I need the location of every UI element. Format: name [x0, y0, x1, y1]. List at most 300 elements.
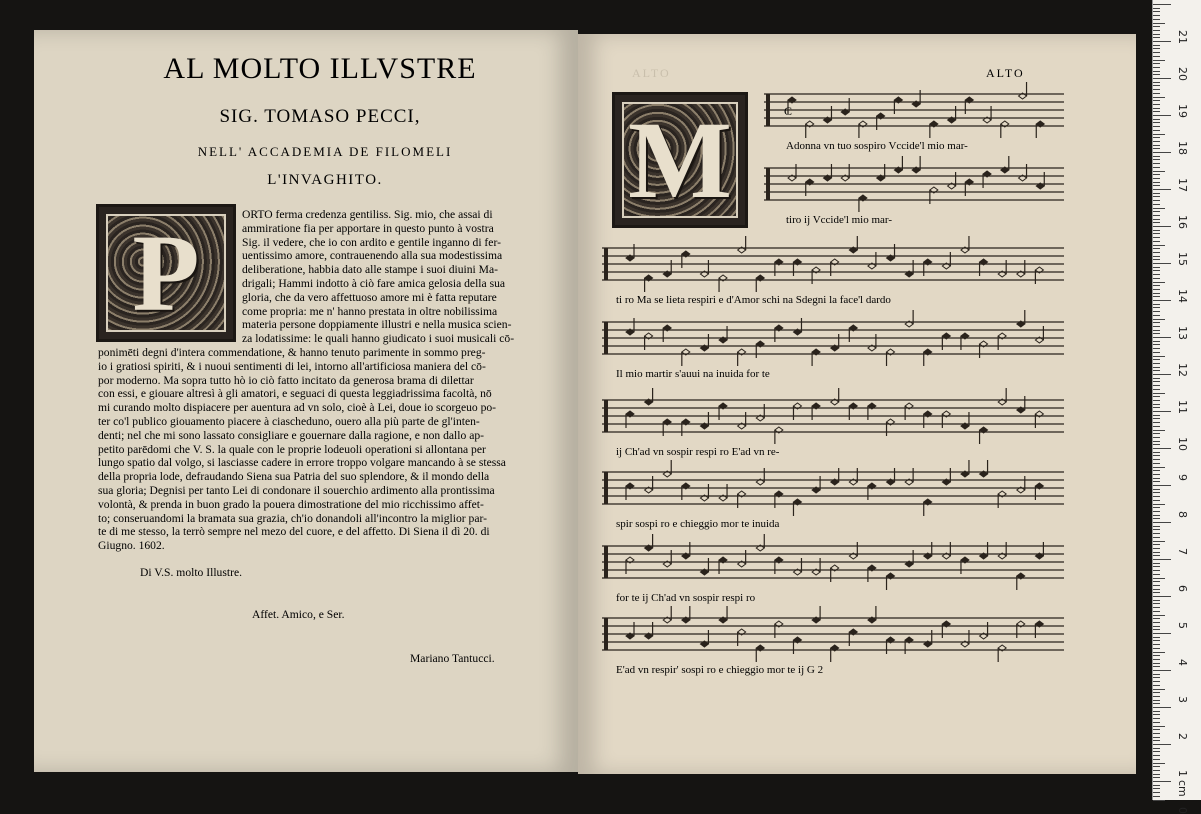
- body-line: Giugno. 1602.: [98, 539, 165, 553]
- ruler-tick: [1153, 304, 1160, 305]
- ruler-tick: [1153, 489, 1160, 490]
- ruler-tick: [1153, 289, 1160, 290]
- body-line: ammiratione fia per apportare in questo punto à vostra: [242, 221, 494, 235]
- ruler-number: 21: [1176, 30, 1189, 44]
- ruler-number: 11: [1176, 400, 1189, 414]
- ruler-tick: [1153, 563, 1160, 564]
- ruler-tick: [1153, 233, 1160, 234]
- body-line: materia persone doppiamente illustri e nella musica scien-: [242, 318, 512, 332]
- ruler-tick: [1153, 404, 1160, 405]
- ruler-number: 16: [1176, 215, 1189, 229]
- ruler-tick: [1153, 60, 1165, 61]
- ruler-tick: [1153, 100, 1160, 101]
- ruler-tick: [1153, 722, 1160, 723]
- body-line: petito parēdomi che V. S. la quale con le proprie lodeuoli operationi si allontana per: [98, 442, 486, 456]
- ruler-tick: [1153, 193, 1160, 194]
- ruler-tick: [1153, 718, 1160, 719]
- ruler-tick: [1153, 97, 1165, 98]
- ruler-tick: [1153, 426, 1160, 427]
- ruler-tick: [1153, 393, 1165, 394]
- ruler-tick: [1153, 296, 1160, 297]
- ruler-tick: [1153, 67, 1160, 68]
- music-staff: [602, 542, 1064, 588]
- ruler-tick: [1153, 300, 1171, 301]
- ruler-tick: [1153, 689, 1165, 690]
- ruler-tick: [1153, 733, 1160, 734]
- ruler-tick: [1153, 23, 1165, 24]
- ruler-tick: [1153, 137, 1160, 138]
- ruler-tick: [1153, 674, 1160, 675]
- ruler-tick: [1153, 763, 1165, 764]
- ruler-tick: [1153, 541, 1165, 542]
- ruler-tick: [1153, 356, 1165, 357]
- ruler-tick: [1153, 637, 1160, 638]
- ruler-tick: [1153, 537, 1160, 538]
- ruler-tick: [1153, 570, 1160, 571]
- ruler-tick: [1153, 148, 1160, 149]
- ruler-tick: [1153, 315, 1160, 316]
- ruler-tick: [1153, 156, 1160, 157]
- ruler-tick: [1153, 74, 1160, 75]
- academy-name: L'INVAGHITO.: [267, 172, 383, 188]
- ruler-tick: [1153, 700, 1160, 701]
- ruler-tick: [1153, 774, 1160, 775]
- ruler-tick: [1153, 37, 1160, 38]
- ruler-tick: [1153, 230, 1160, 231]
- ruler-tick: [1153, 522, 1171, 523]
- ruler-tick: [1153, 518, 1160, 519]
- ruler-tick: [1153, 134, 1165, 135]
- ruler-tick: [1153, 666, 1160, 667]
- music-staff: [602, 396, 1064, 442]
- ruler-tick: [1153, 441, 1160, 442]
- clef-mark: [604, 546, 608, 578]
- lyric-line: Adonna vn tuo sospiro Vccide'l mio mar-: [786, 140, 968, 152]
- ruler-tick: [1153, 145, 1160, 146]
- ruler-tick: [1153, 108, 1160, 109]
- ruler-tick: [1153, 559, 1171, 560]
- ruler-tick: [1153, 163, 1160, 164]
- lyric-line: Il mio martir s'auui na inuida for te: [616, 368, 770, 380]
- ruler-number: 10: [1176, 437, 1189, 451]
- ruler-tick: [1153, 626, 1160, 627]
- ruler-tick: [1153, 370, 1160, 371]
- ruler-number: 13: [1176, 326, 1189, 340]
- ruler-tick: [1153, 363, 1160, 364]
- ruler-number: 17: [1176, 178, 1189, 192]
- body-line: con essi, e giouare altresì à gli amatori, e seguaci di questa leggiadrissima facoltà, nō: [98, 387, 492, 401]
- music-staff: [602, 318, 1064, 364]
- ruler-tick: [1153, 337, 1171, 338]
- ruler-tick: [1153, 526, 1160, 527]
- ruler-tick: [1153, 800, 1165, 801]
- body-line: sua gloria; Degnisi per tanto Lei di condonare il souerchio ardimento alla prontissima: [98, 484, 495, 497]
- ruler-tick: [1153, 189, 1171, 190]
- ruler-number: 12: [1176, 363, 1189, 377]
- ruler-tick: [1153, 703, 1160, 704]
- ruler-tick: [1153, 574, 1160, 575]
- ruler-tick: [1153, 330, 1160, 331]
- ruler-tick: [1153, 751, 1160, 752]
- ruler-tick: [1153, 507, 1160, 508]
- ruler-tick: [1153, 433, 1160, 434]
- ruler-tick: [1153, 548, 1160, 549]
- ruler-tick: [1153, 178, 1160, 179]
- ruler-tick: [1153, 615, 1165, 616]
- body-line: por moderno. Ma sopra tutto hò io ciò fatto incitato da generosa brama di dilettar: [98, 373, 474, 387]
- ruler-tick: [1153, 692, 1160, 693]
- clef-mark: [766, 168, 770, 200]
- ruler-tick: [1153, 122, 1160, 123]
- ruler-tick: [1153, 640, 1160, 641]
- ruler-tick: [1153, 141, 1160, 142]
- body-line: to; conseruandomi la bramata sua grazia, ch'io donandoli all'incontro la miglior par-: [98, 511, 487, 525]
- decorated-initial-p: [96, 204, 236, 342]
- ruler-tick: [1153, 467, 1165, 468]
- ruler-tick: [1153, 781, 1171, 782]
- ruler-tick: [1153, 589, 1160, 590]
- ruler-number: 8: [1176, 511, 1189, 518]
- ruler-tick: [1153, 200, 1160, 201]
- ruler-tick: [1153, 644, 1160, 645]
- ruler-tick: [1153, 45, 1160, 46]
- ruler-tick: [1153, 348, 1160, 349]
- music-staff: [602, 244, 1064, 290]
- ruler-tick: [1153, 341, 1160, 342]
- ruler-tick: [1153, 415, 1160, 416]
- ruler-tick: [1153, 248, 1160, 249]
- body-line: denti; nel che mi sono lassato consigliare e gouernare dalla ragione, e non dallo ap-: [98, 428, 485, 442]
- ruler-tick: [1153, 766, 1160, 767]
- ruler-tick: [1153, 422, 1160, 423]
- ruler-tick: [1153, 326, 1160, 327]
- ruler-tick: [1153, 222, 1160, 223]
- ruler-number: 18: [1176, 141, 1189, 155]
- lyric-line: ij Ch'ad vn sospir respi ro E'ad vn re-: [616, 446, 780, 458]
- ruler-tick: [1153, 8, 1160, 9]
- ruler-tick: [1153, 652, 1165, 653]
- ruler-tick: [1153, 529, 1160, 530]
- ruler-tick: [1153, 603, 1160, 604]
- ruler-number: 6: [1176, 585, 1189, 592]
- ruler-tick: [1153, 607, 1160, 608]
- ruler-tick: [1153, 566, 1160, 567]
- ruler-tick: [1153, 552, 1160, 553]
- ruler-number: 9: [1176, 474, 1189, 481]
- lyric-line: E'ad vn respir' sospi ro e chieggio mor te ij G 2: [616, 664, 824, 676]
- music-staff: [764, 90, 1064, 136]
- dedication-title: AL MOLTO ILLVSTRE: [163, 52, 477, 85]
- ruler-tick: [1153, 629, 1160, 630]
- ruler-tick: [1153, 245, 1165, 246]
- ruler-tick: [1153, 648, 1160, 649]
- ruler-tick: [1153, 285, 1160, 286]
- ruler-tick: [1153, 256, 1160, 257]
- ruler-tick: [1153, 544, 1160, 545]
- ruler-tick: [1153, 385, 1160, 386]
- body-line: gloria, che da vero affettuoso amore mi è fatta reputare: [242, 290, 497, 304]
- ruler-tick: [1153, 759, 1160, 760]
- initial-letter-m: M: [628, 99, 732, 221]
- ruler-number: 19: [1176, 104, 1189, 118]
- ruler-tick: [1153, 696, 1160, 697]
- music-staff: [764, 164, 1064, 210]
- ruler-tick: [1153, 748, 1160, 749]
- ruler-tick: [1153, 78, 1171, 79]
- ruler-tick: [1153, 444, 1160, 445]
- ruler-number: 14: [1176, 289, 1189, 303]
- ruler-unit: cm: [1176, 780, 1189, 797]
- ruler-tick: [1153, 52, 1160, 53]
- signature: Mariano Tantucci.: [410, 652, 495, 665]
- decorated-initial-m: [612, 92, 748, 228]
- ruler-tick: [1153, 85, 1160, 86]
- ruler-tick: [1153, 41, 1171, 42]
- ruler-tick: [1153, 208, 1165, 209]
- ruler-tick: [1153, 737, 1160, 738]
- ruler-number: 2: [1176, 733, 1189, 740]
- ruler-number: 15: [1176, 252, 1189, 266]
- ruler-tick: [1153, 389, 1160, 390]
- ruler-tick: [1153, 174, 1160, 175]
- ruler-tick: [1153, 226, 1171, 227]
- ruler-tick: [1153, 48, 1160, 49]
- ruler-tick: [1153, 89, 1160, 90]
- ruler-tick: [1153, 711, 1160, 712]
- ruler-tick: [1153, 596, 1171, 597]
- ruler-tick: [1153, 15, 1160, 16]
- ruler-tick: [1153, 481, 1160, 482]
- body-line: deliberatione, habbia dato alle stampe i suoi diuini Ma-: [242, 263, 498, 277]
- ruler-tick: [1153, 63, 1160, 64]
- ruler-tick: [1153, 378, 1160, 379]
- measuring-ruler: [1152, 0, 1201, 814]
- ruler-tick: [1153, 533, 1160, 534]
- ruler-tick: [1153, 755, 1160, 756]
- ruler-tick: [1153, 396, 1160, 397]
- ruler-tick: [1153, 400, 1160, 401]
- ruler-tick: [1153, 430, 1165, 431]
- ruler-tick: [1153, 515, 1160, 516]
- ruler-number: 20: [1176, 67, 1189, 81]
- ruler-tick: [1153, 455, 1160, 456]
- initial-letter: P: [132, 212, 200, 334]
- ruler-tick: [1153, 211, 1160, 212]
- body-line: della propria lode, defraudando Siena sua Patria del suo splendore, & il mondo della: [98, 470, 490, 484]
- closing-line: Affet. Amico, e Ser.: [252, 608, 345, 621]
- ruler-tick: [1153, 115, 1171, 116]
- ruler-tick: [1153, 511, 1160, 512]
- ruler-tick: [1153, 374, 1171, 375]
- ruler-tick: [1153, 282, 1165, 283]
- ruler-number: 0: [1176, 807, 1189, 814]
- ruler-tick: [1153, 56, 1160, 57]
- ruler-tick: [1153, 259, 1160, 260]
- ruler-tick: [1153, 411, 1171, 412]
- body-line: ponimēti degni d'intera commendatione, & hanno tenuto parimente in sommo preg-: [98, 346, 486, 359]
- ruler-tick: [1153, 729, 1160, 730]
- ruler-tick: [1153, 459, 1160, 460]
- ruler-tick: [1153, 496, 1160, 497]
- clef-mark: [766, 94, 770, 126]
- ruler-tick: [1153, 796, 1160, 797]
- ruler-tick: [1153, 196, 1160, 197]
- ruler-tick: [1153, 185, 1160, 186]
- ruler-tick: [1153, 126, 1160, 127]
- ruler-tick: [1153, 344, 1160, 345]
- body-line: uentissimo amore, contrauenendo alla sua modestissima: [242, 249, 503, 263]
- ruler-tick: [1153, 367, 1160, 368]
- ruler-tick: [1153, 407, 1160, 408]
- voice-part-label: ALTO: [986, 66, 1025, 80]
- ruler-tick: [1153, 274, 1160, 275]
- ruler-tick: [1153, 463, 1160, 464]
- ruler-tick: [1153, 322, 1160, 323]
- ruler-tick: [1153, 633, 1171, 634]
- ruler-tick: [1153, 171, 1165, 172]
- ruler-tick: [1153, 777, 1160, 778]
- clef-mark: [604, 400, 608, 432]
- body-line: drigali; Hammi indotto à ciò fare amica gelosia della sua: [242, 277, 506, 290]
- bleed-through-header: ALTO: [632, 66, 671, 80]
- ruler-tick: [1153, 182, 1160, 183]
- ruler-tick: [1153, 93, 1160, 94]
- ruler-tick: [1153, 592, 1160, 593]
- time-signature: C: [784, 104, 793, 118]
- ruler-tick: [1153, 252, 1160, 253]
- ruler-tick: [1153, 167, 1160, 168]
- ruler-number: 5: [1176, 622, 1189, 629]
- body-line: lungo spatio dal volgo, si lasciasse cadere in errore troppo volgare mancando à se stessa: [98, 456, 506, 470]
- ruler-tick: [1153, 785, 1160, 786]
- ruler-tick: [1153, 788, 1160, 789]
- ruler-tick: [1153, 130, 1160, 131]
- ruler-tick: [1153, 278, 1160, 279]
- body-line: ter co'l publico giouamento piacere à ciascheduno, ouero alla più parte de gl'inten-: [98, 415, 480, 428]
- ruler-tick: [1153, 714, 1160, 715]
- ruler-number: 4: [1176, 659, 1189, 666]
- ruler-tick: [1153, 726, 1165, 727]
- ruler-tick: [1153, 448, 1171, 449]
- ruler-tick: [1153, 685, 1160, 686]
- ruler-tick: [1153, 578, 1165, 579]
- ruler-tick: [1153, 71, 1160, 72]
- ruler-tick: [1153, 26, 1160, 27]
- ruler-number: 3: [1176, 696, 1189, 703]
- ruler-tick: [1153, 707, 1171, 708]
- ruler-tick: [1153, 219, 1160, 220]
- ruler-tick: [1153, 270, 1160, 271]
- ruler-tick: [1153, 152, 1171, 153]
- body-line: mi curando molto dispiacere per auentura ad vn solo, cioè à Lei, doue io scorgeuo po-: [98, 401, 497, 415]
- ruler-tick: [1153, 215, 1160, 216]
- ruler-tick: [1153, 555, 1160, 556]
- ruler-tick: [1153, 740, 1160, 741]
- ruler-tick: [1153, 504, 1165, 505]
- music-staff: [602, 468, 1064, 514]
- ruler-tick: [1153, 237, 1160, 238]
- clef-mark: [604, 322, 608, 354]
- ruler-tick: [1153, 744, 1171, 745]
- ruler-tick: [1153, 581, 1160, 582]
- body-line: Sig. il vedere, che io con ardito e gentile inganno di fer-: [242, 235, 501, 249]
- lyric-line: for te ij Ch'ad vn sospir respi ro: [616, 592, 756, 604]
- music-staff: [602, 614, 1064, 660]
- ruler-tick: [1153, 359, 1160, 360]
- ruler-tick: [1153, 600, 1160, 601]
- academy-line: NELL' ACCADEMIA DE FILOMELI: [197, 144, 453, 159]
- ruler-tick: [1153, 474, 1160, 475]
- salutation: Di V.S. molto Illustre.: [140, 566, 242, 579]
- ruler-tick: [1153, 437, 1160, 438]
- ruler-number: 1: [1176, 770, 1189, 777]
- ruler-tick: [1153, 30, 1160, 31]
- ruler-tick: [1153, 500, 1160, 501]
- body-line: te di me stesso, la terrò sempre nel mezo del cuore, e del affetto. Di Siena il dì 20. di: [98, 525, 490, 539]
- ruler-tick: [1153, 311, 1160, 312]
- ruler-tick: [1153, 418, 1160, 419]
- ruler-tick: [1153, 82, 1160, 83]
- ruler-tick: [1153, 659, 1160, 660]
- ruler-tick: [1153, 241, 1160, 242]
- ruler-tick: [1153, 204, 1160, 205]
- ruler-tick: [1153, 677, 1160, 678]
- ruler-tick: [1153, 622, 1160, 623]
- ruler-tick: [1153, 485, 1171, 486]
- ruler-tick: [1153, 34, 1160, 35]
- ruler-tick: [1153, 293, 1160, 294]
- ruler-tick: [1153, 585, 1160, 586]
- ruler-tick: [1153, 618, 1160, 619]
- ruler-tick: [1153, 4, 1171, 5]
- lyric-line: spir sospi ro e chieggio mor te inuida: [616, 518, 780, 530]
- ruler-tick: [1153, 319, 1165, 320]
- ruler-tick: [1153, 611, 1160, 612]
- ruler-tick: [1153, 307, 1160, 308]
- ruler-tick: [1153, 119, 1160, 120]
- ruler-tick: [1153, 792, 1160, 793]
- body-line: volontà, & prenda in buon grado la pouera dimostratione del mio ricchissimo affet-: [98, 497, 484, 511]
- ruler-tick: [1153, 263, 1171, 264]
- ruler-tick: [1153, 670, 1171, 671]
- ruler-tick: [1153, 470, 1160, 471]
- ruler-tick: [1153, 478, 1160, 479]
- ruler-tick: [1153, 352, 1160, 353]
- body-line: ORTO ferma credenza gentiliss. Sig. mio, che assai di: [242, 208, 493, 221]
- ruler-number: 7: [1176, 548, 1189, 555]
- clef-mark: [604, 248, 608, 280]
- lyric-line: ti ro Ma se lieta respiri e d'Amor schi na Sdegni la face'l dardo: [616, 294, 891, 306]
- ruler-tick: [1153, 681, 1160, 682]
- ruler-tick: [1153, 333, 1160, 334]
- ruler-tick: [1153, 770, 1160, 771]
- clef-mark: [604, 618, 608, 650]
- ruler-tick: [1153, 267, 1160, 268]
- body-line: za lodatissime: le quali hanno giudicato i suoi musicali cō-: [242, 332, 515, 346]
- ruler-tick: [1153, 663, 1160, 664]
- ruler-tick: [1153, 104, 1160, 105]
- ruler-tick: [1153, 452, 1160, 453]
- ruler-tick: [1153, 11, 1160, 12]
- lyric-line: tiro ij Vccide'l mio mar-: [786, 214, 893, 226]
- ruler-tick: [1153, 19, 1160, 20]
- ruler-tick: [1153, 381, 1160, 382]
- ruler-tick: [1153, 655, 1160, 656]
- body-line: io i gratiosi spiriti, & i nuoui sentimenti di lei, intorno all'artificiosa maniera del cō-: [98, 359, 486, 373]
- ruler-tick: [1153, 159, 1160, 160]
- ruler-tick: [1153, 492, 1160, 493]
- ruler-tick: [1153, 111, 1160, 112]
